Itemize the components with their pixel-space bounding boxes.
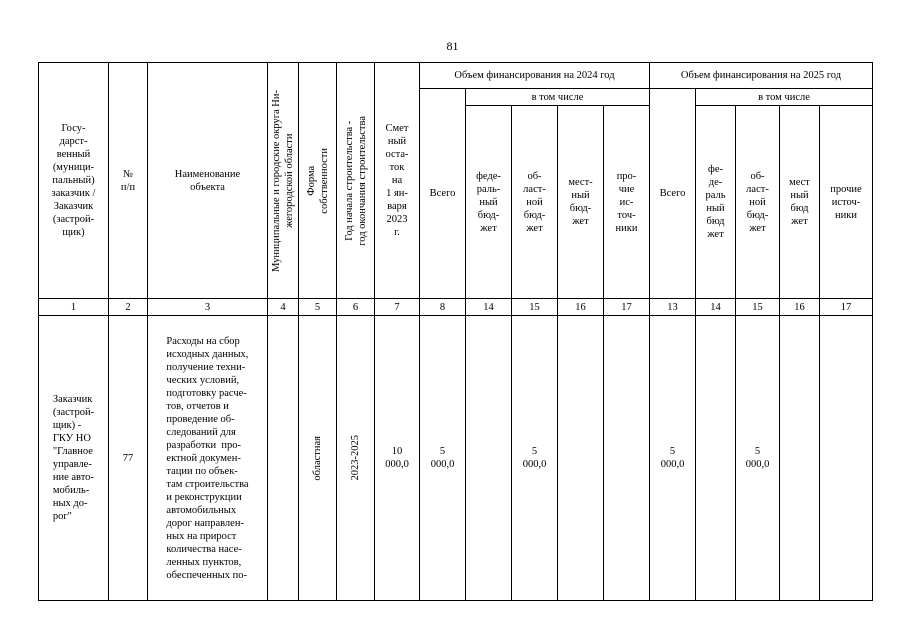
row-local-2025	[780, 316, 820, 601]
header-object-name: Наименование объекта	[148, 63, 268, 299]
column-number: 6	[337, 299, 375, 316]
header-municipal: Муниципальные и городские округа Ни- жегородской области	[268, 63, 299, 299]
row-total-2025: 5 000,0	[650, 316, 696, 601]
header-num: № п/п	[109, 63, 148, 299]
row-federal-2024	[466, 316, 512, 601]
header-regional-2024: об- ласт- ной бюд- жет	[512, 106, 558, 299]
row-customer: Заказчик (застрой- щик) - ГКУ НО "Главное управле- ние авто- мобиль- ных до- рог"	[39, 316, 109, 601]
column-number: 7	[375, 299, 420, 316]
header-including-2024: в том числе	[466, 89, 650, 106]
page-number: 81	[446, 39, 459, 53]
column-number: 2	[109, 299, 148, 316]
header-funding-2025: Объем финансирования на 2025 год	[650, 63, 873, 89]
row-years: 2023-2025	[337, 316, 375, 601]
row-object-name: Расходы на сбор исходных данных, получение техни- ческих условий, подготовку расче- тов, отчетов и проведение об- следований для разработки про- ектной докумен- тации по объек- там строительства и реконструкции автомобильных дорог направлен- ных на прирост количества насе- ленных пунктов, обеспеченных по-	[148, 316, 268, 601]
header-ownership: Форма собственности	[299, 63, 337, 299]
row-num: 77	[109, 316, 148, 601]
header-customer: Госу- дарст- венный (муници- пальный) заказчик / Заказчик (застрой- щик)	[39, 63, 109, 299]
column-number: 3	[148, 299, 268, 316]
header-other-2024: про- чие ис- точ- ники	[604, 106, 650, 299]
column-number: 16	[558, 299, 604, 316]
header-total-2025: Всего	[650, 89, 696, 299]
row-regional-2024: 5 000,0	[512, 316, 558, 601]
row-ownership: областная	[299, 316, 337, 601]
column-number: 4	[268, 299, 299, 316]
header-federal-2024: феде- раль- ный бюд- жет	[466, 106, 512, 299]
header-total-2024: Всего	[420, 89, 466, 299]
header-local-2024: мест- ный бюд- жет	[558, 106, 604, 299]
column-number: 5	[299, 299, 337, 316]
column-number: 16	[780, 299, 820, 316]
row-other-2024	[604, 316, 650, 601]
header-including-2025: в том числе	[696, 89, 873, 106]
row-municipal	[268, 316, 299, 601]
column-number: 14	[466, 299, 512, 316]
column-number: 17	[604, 299, 650, 316]
row-balance: 10 000,0	[375, 316, 420, 601]
column-number: 15	[736, 299, 780, 316]
column-number: 17	[820, 299, 873, 316]
header-local-2025: мест ный бюд жет	[780, 106, 820, 299]
header-balance: Смет ный оста- ток на 1 ян- варя 2023 г.	[375, 63, 420, 299]
row-local-2024	[558, 316, 604, 601]
row-federal-2025	[696, 316, 736, 601]
header-regional-2025: об- ласт- ной бюд- жет	[736, 106, 780, 299]
column-number: 8	[420, 299, 466, 316]
header-years: Год начала строительства - год окончания строительства	[337, 63, 375, 299]
row-regional-2025: 5 000,0	[736, 316, 780, 601]
financing-table	[38, 62, 873, 601]
header-funding-2024: Объем финансирования на 2024 год	[420, 63, 650, 89]
column-number: 14	[696, 299, 736, 316]
header-other-2025: прочие источ- ники	[820, 106, 873, 299]
header-federal-2025: фе- де- раль ный бюд жет	[696, 106, 736, 299]
column-number: 1	[39, 299, 109, 316]
row-other-2025	[820, 316, 873, 601]
column-number: 13	[650, 299, 696, 316]
row-total-2024: 5 000,0	[420, 316, 466, 601]
column-number: 15	[512, 299, 558, 316]
